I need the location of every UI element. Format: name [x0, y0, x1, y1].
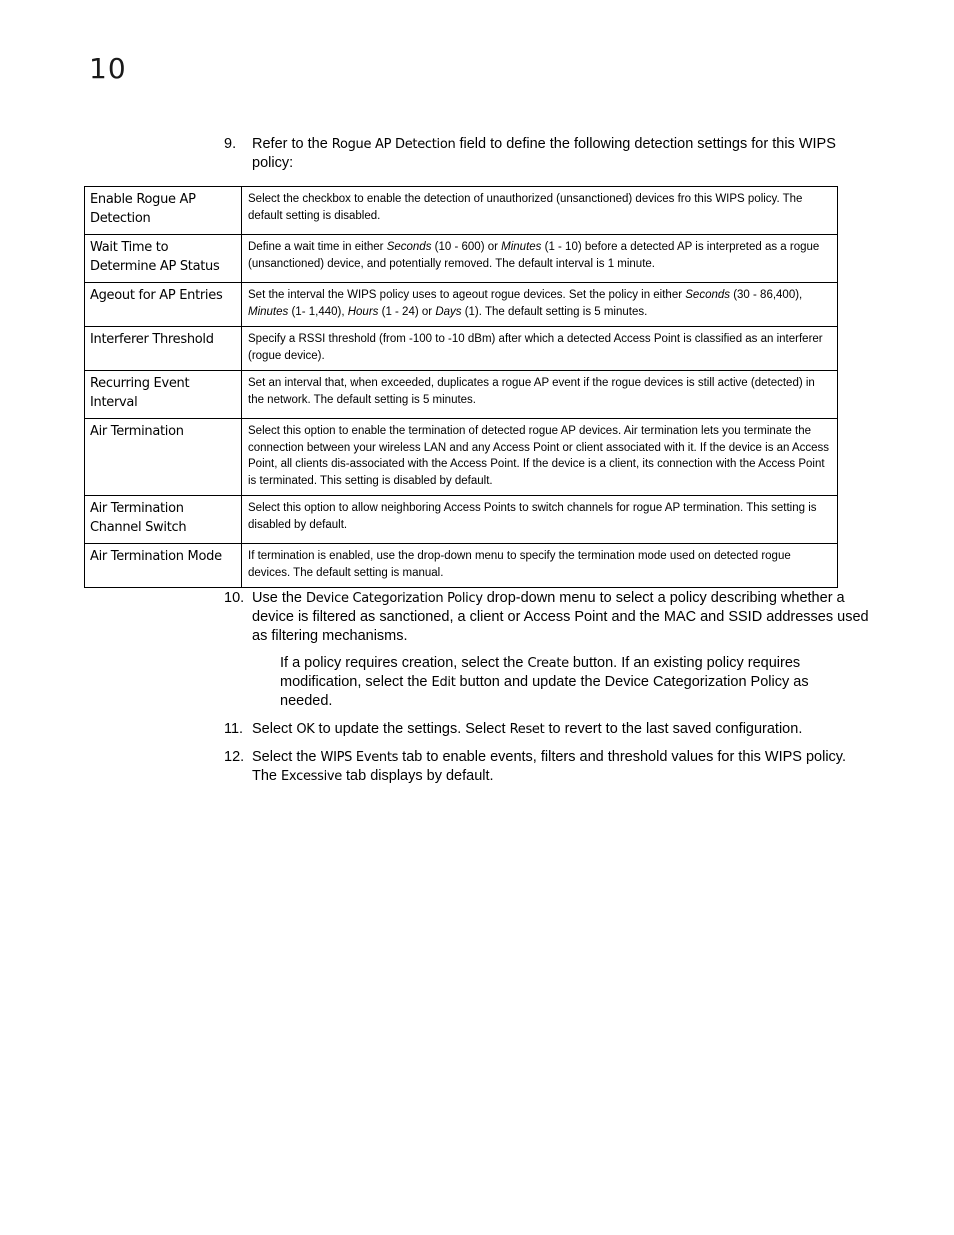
- setting-name: Interferer Threshold: [85, 327, 242, 371]
- table-row: [85, 235, 838, 283]
- chapter-number: 10: [89, 52, 127, 85]
- step-number: 11.: [224, 721, 244, 737]
- setting-name: Air Termination Channel Switch: [85, 496, 242, 544]
- setting-description: Set the interval the WIPS policy uses to ageout rogue devices. Set the policy in either Seconds (30 - 86,400), Minutes (1- 1,440), Hours (1 - 24) or Days (1). The default setting is 5 minutes.: [242, 283, 838, 327]
- table-row: [85, 327, 838, 371]
- setting-name: Air Termination: [85, 419, 242, 496]
- table-row: [85, 419, 838, 496]
- setting-name: Ageout for AP Entries: [85, 283, 242, 327]
- detection-settings-table: [84, 186, 838, 588]
- step-number: 9.: [224, 136, 237, 152]
- setting-description: Define a wait time in either Seconds (10 - 600) or Minutes (1 - 10) before a detected AP is interpreted as a rogue (unsanctioned) device, and potentially removed. The default interval is 1 minute.: [242, 235, 838, 283]
- step-12: [224, 748, 874, 786]
- setting-description: Specify a RSSI threshold (from -100 to -10 dBm) after which a detected Access Point is classified as an interferer (rogue device).: [242, 327, 838, 371]
- ui-term: Edit: [431, 675, 456, 690]
- step-number: 10.: [224, 590, 245, 606]
- setting-name: Air Termination Mode: [85, 544, 242, 588]
- table-row: [85, 496, 838, 544]
- setting-description: If termination is enabled, use the drop-down menu to specify the termination mode used on detected rogue devices. The default setting is manual.: [242, 544, 838, 588]
- setting-description: Select this option to allow neighboring Access Points to switch channels for rogue AP termination. This setting is disabled by default.: [242, 496, 838, 544]
- step-10: [224, 589, 874, 646]
- ui-term: Rogue AP Detection: [331, 137, 456, 152]
- setting-name: Recurring Event Interval: [85, 371, 242, 419]
- ui-term: Device Categorization Policy: [306, 591, 483, 606]
- table-row: [85, 544, 838, 588]
- step-text: Select OK to update the settings. Select Reset to revert to the last saved configuration.: [252, 721, 803, 737]
- table-row: [85, 187, 838, 235]
- step-number: 12.: [224, 749, 245, 765]
- setting-description: Set an interval that, when exceeded, duplicates a rogue AP event if the rogue devices is still active (detected) in the network. The default setting is 5 minutes.: [242, 371, 838, 419]
- step-text: Select the WIPS Events tab to enable events, filters and threshold values for this WIPS policy. The Excessive tab displays by default.: [252, 749, 847, 784]
- ui-term: OK: [296, 722, 315, 737]
- step-10-note: If a policy requires creation, select the Create button. If an existing policy requires modification, select the Edit button and update the Device Categorization Policy as needed.: [280, 655, 809, 709]
- table-row: [85, 371, 838, 419]
- setting-name: Enable Rogue AP Detection: [85, 187, 242, 235]
- step-9: [224, 135, 874, 173]
- step-text: Use the Device Categorization Policy drop-down menu to select a policy describing whether a device is filtered as sanctioned, a client or Access Point and the MAC and SSID addresses used as filtering mechanisms.: [252, 590, 869, 644]
- step-11: [224, 720, 874, 739]
- ui-term: Excessive: [281, 769, 342, 784]
- setting-name: Wait Time to Determine AP Status: [85, 235, 242, 283]
- ui-term: WIPS Events: [320, 750, 399, 765]
- setting-description: Select this option to enable the termination of detected rogue AP devices. Air termination lets you terminate the connection between your wireless LAN and any Access Point or client associated with it. If the device is an Access Point, all clients dis-associated with the Access Point. If the device is a client, its connection with the Access Point is terminated. This setting is disabled by default.: [242, 419, 838, 496]
- setting-description: Select the checkbox to enable the detection of unauthorized (unsanctioned) devices fro this WIPS policy. The default setting is disabled.: [242, 187, 838, 235]
- ui-term: Reset: [509, 722, 545, 737]
- step-text: Refer to the Rogue AP Detection field to define the following detection settings for this WIPS policy:: [252, 136, 836, 171]
- table-row: [85, 283, 838, 327]
- ui-term: Create: [527, 656, 569, 671]
